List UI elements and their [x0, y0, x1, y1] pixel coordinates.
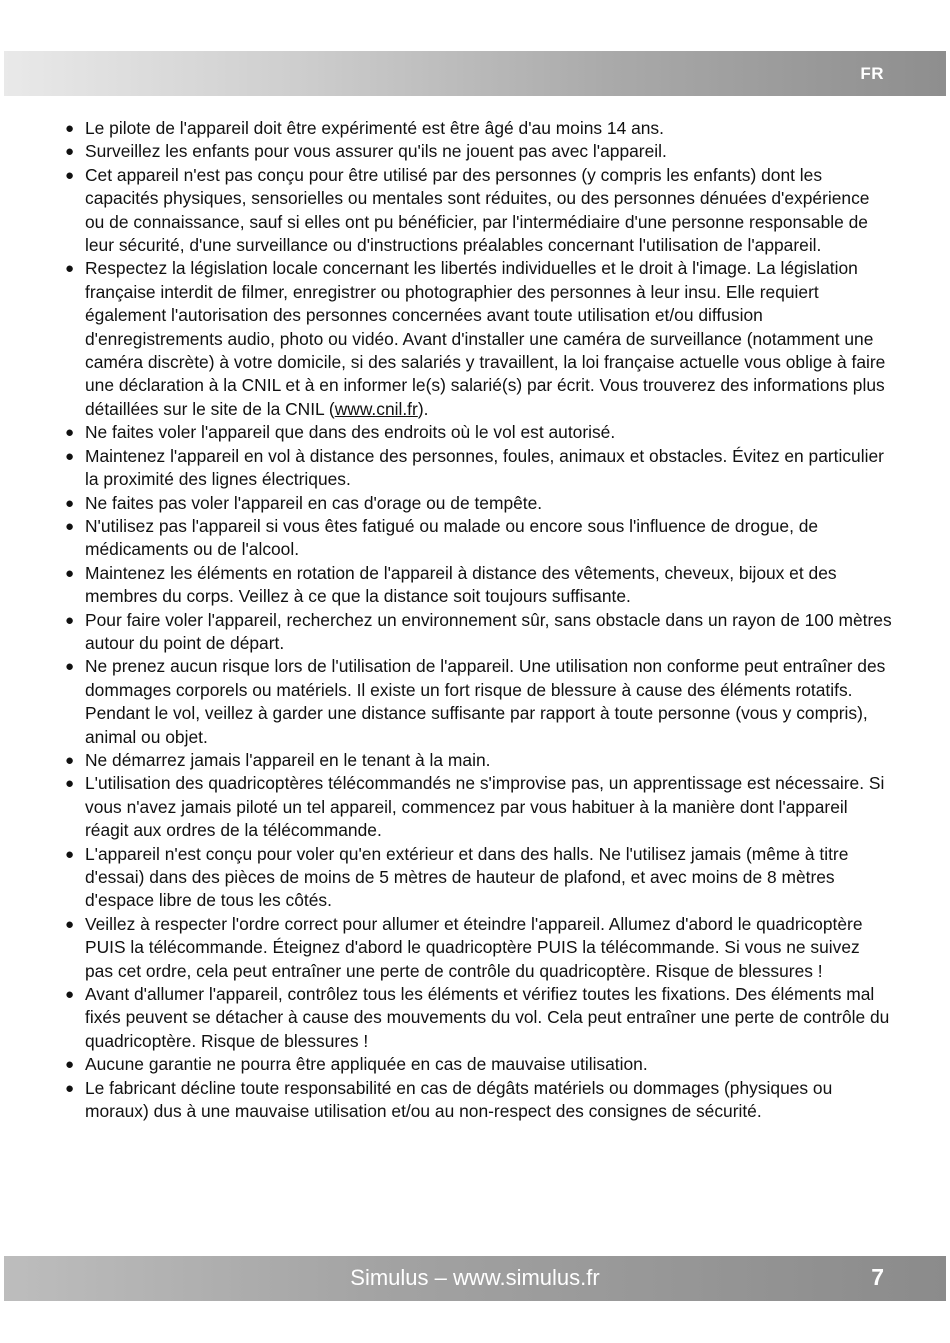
item-text: Aucune garantie ne pourra être appliquée en cas de mauvaise utilisation.: [85, 1054, 648, 1075]
item-text: L'appareil n'est conçu pour voler qu'en extérieur et dans des halls. Ne l'utilisez jamais (même à titre d'essai) dans des pièces de moins de 5 mètres de hauteur de plafond, et avec moins de 8 mètres d'espace libre de tous les côtés.: [85, 843, 849, 911]
list-item: [64, 609, 892, 656]
language-label: FR: [860, 64, 884, 83]
bullet-icon: ●: [65, 120, 75, 137]
bullet-icon: ●: [65, 611, 75, 629]
bullet-icon: ●: [65, 494, 75, 512]
list-item: [64, 983, 892, 1053]
item-text: Avant d'allumer l'appareil, contrôlez tous les éléments et vérifiez toutes les fixations. Des éléments mal fixés peuvent se détacher à cause des mouvements du vol. Cela peut entraîner une perte de contrôle du quadricoptère. Risque de blessures !: [85, 984, 890, 1051]
list-item: [64, 1053, 892, 1076]
item-text: N'utilisez pas l'appareil si vous êtes fatigué ou malade ou encore sous l'influence de drogue, de médicaments ou de l'alcool.: [85, 515, 819, 560]
list-item: [64, 515, 892, 562]
list-item: [64, 140, 892, 163]
item-text: Veillez à respecter l'ordre correct pour allumer et éteindre l'appareil. Allumez d'abord le quadricoptère PUIS la télécommande. Éteignez d'abord le quadricoptère PUIS la télécommande. Si vous ne suivez pas cet ordre, cela peut entraîner une perte de contrôle du quadricoptère. Risque de blessures !: [85, 913, 863, 981]
bullet-icon: ●: [65, 424, 75, 442]
list-item: [64, 117, 892, 140]
item-text: Pour faire voler l'appareil, recherchez un environnement sûr, sans obstacle dans un rayon de 100 mètres autour du point de départ.: [85, 609, 892, 653]
footer-band: [4, 1256, 946, 1301]
bullet-icon: ●: [65, 517, 75, 535]
item-text: Surveillez les enfants pour vous assurer qu'ils ne jouent pas avec l'appareil.: [85, 141, 667, 162]
bullet-icon: ●: [65, 143, 75, 161]
item-text: Ne faites voler l'appareil que dans des endroits où le vol est autorisé.: [85, 422, 616, 443]
item-text: Ne démarrez jamais l'appareil en le tenant à la main.: [85, 749, 491, 770]
list-item: [64, 164, 892, 258]
list-item: [64, 421, 892, 444]
list-item: [64, 913, 892, 983]
list-item: [64, 749, 892, 772]
bullet-icon: ●: [65, 1079, 75, 1097]
safety-instructions: [64, 117, 892, 1123]
bullet-icon: ●: [65, 775, 75, 793]
item-text: Le pilote de l'appareil doit être expérimenté est être âgé d'au moins 14 ans.: [85, 118, 664, 138]
bullet-icon: ●: [65, 658, 75, 676]
bullet-icon: ●: [65, 751, 75, 769]
list-item: [64, 843, 892, 913]
bullet-icon: ●: [65, 915, 75, 933]
bullet-icon: ●: [65, 986, 75, 1004]
item-text: Maintenez les éléments en rotation de l'appareil à distance des vêtements, cheveux, bijoux et des membres du corps. Veillez à ce que la distance soit toujours suffisante.: [85, 562, 837, 607]
list-item: [64, 562, 892, 609]
bullet-icon: ●: [65, 166, 75, 184]
item-text: Respectez la législation locale concernant les libertés individuelles et le droit à l'image. La législation française interdit de filmer, enregistrer ou photographier des personnes à leur insu. Elle requiert également l'autorisation des personnes concernées avant toute utilisation et/ou diffusion d'enregistrements audio, photo ou vidéo. Avant d'installer une caméra de surveillance (notamment une caméra discrète) à votre domicile, si des salariés y travaillent, la loi française actuelle vous oblige à faire une déclaration à la CNIL et à en informer le(s) salarié(s) par écrit. Vous trouverez des informations plus détaillées sur le site de la CNIL (: [85, 258, 886, 419]
item-text: L'utilisation des quadricoptères télécommandés ne s'improvise pas, un apprentissage est nécessaire. Si vous n'avez jamais piloté un tel appareil, commencez par vous habituer à la manière dont l'appareil réagit aux ordres de la télécommande.: [85, 773, 885, 841]
item-text: Cet appareil n'est pas conçu pour être utilisé par des personnes (y compris les enfants) dont les capacités physiques, sensorielles ou mentales sont réduites, ou des personnes dénuées d'expérience ou de connaissance, sauf si elles ont pu bénéficier, par l'intermédiaire d'une personne responsable de leur sécurité, d'une surveillance ou d'instructions préalables concernant l'utilisation de l'appareil.: [85, 164, 870, 256]
bullet-icon: ●: [65, 564, 75, 582]
bullet-list: [64, 117, 892, 1123]
bullet-icon: ●: [65, 1056, 75, 1074]
cnil-link[interactable]: www.cnil.fr: [334, 398, 418, 419]
item-text: Le fabricant décline toute responsabilité en cas de dégâts matériels ou dommages (physiques ou moraux) dus à une mauvaise utilisation et/ou au non-respect des consignes de sécurité.: [85, 1077, 833, 1122]
list-item: [64, 772, 892, 842]
list-item: [64, 445, 892, 492]
bullet-icon: ●: [65, 845, 75, 863]
list-item: [64, 655, 892, 749]
list-item: [64, 257, 892, 421]
header-band: [4, 51, 946, 96]
item-text-end: ).: [417, 398, 429, 419]
item-text: Ne prenez aucun risque lors de l'utilisation de l'appareil. Une utilisation non conforme peut entraîner des dommages corporels ou matériels. Il existe un fort risque de blessure à cause des éléments rotatifs. Pendant le vol, veillez à garder une distance suffisante par rapport à toute personne (vous y compris), animal ou objet.: [85, 656, 886, 747]
page-number: 7: [871, 1264, 884, 1290]
item-text: Ne faites pas voler l'appareil en cas d'orage ou de tempête.: [85, 492, 543, 513]
bullet-icon: ●: [65, 260, 75, 278]
bullet-icon: ●: [65, 447, 75, 465]
item-text: Maintenez l'appareil en vol à distance des personnes, foules, animaux et obstacles. Évitez en particulier la proximité des lignes électriques.: [85, 445, 884, 490]
list-item: [64, 1077, 892, 1124]
footer-website: Simulus – www.simulus.fr: [350, 1265, 600, 1290]
list-item: [64, 492, 892, 515]
